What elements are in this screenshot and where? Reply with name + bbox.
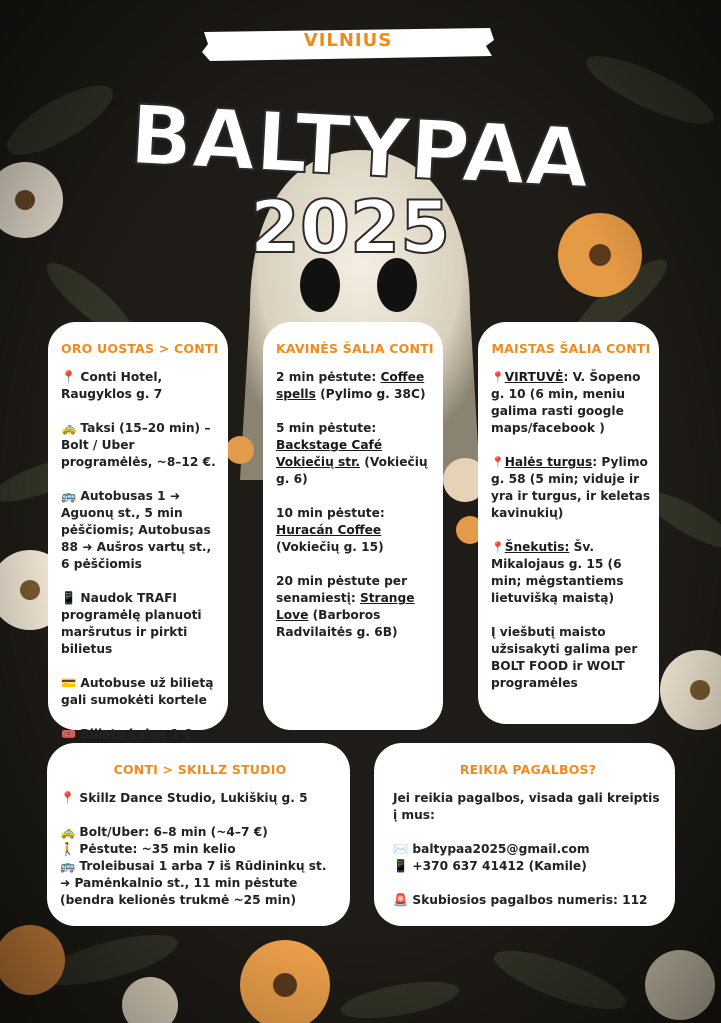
help-card-heading: REIKIA PAGALBOS? [459, 762, 597, 777]
cafe-link-strange-love[interactable]: Strange Love [276, 591, 415, 622]
title-line-1: BALTYPAA [127, 88, 592, 207]
trafi-info: 📱 Naudok TRAFI programėlę planuoti maršrutus ir pirkti bilietus [61, 591, 202, 656]
help-card [374, 743, 675, 926]
city-label: VILNIUS [303, 30, 393, 51]
bus-info: 🚌 Autobusas 1 ➜ Aguonų st., 5 min pėščiomis; Autobusas 88 ➜ Aušros vartų st., 6 pėščiomis [61, 489, 212, 571]
food-item: 📍Halės turgus: Pylimo g. 58 (5 min; viduje ir yra ir turgus, ir keletas kavinukių) [491, 455, 651, 520]
cafe-item: 10 min pėstute: Huracán Coffee (Vokiečių g. 15) [276, 506, 385, 554]
pin-icon: 📍 [491, 371, 505, 384]
help-intro: Jei reikia pagalbos, visada gali kreiptis į mus: [393, 791, 660, 822]
food-item: 📍VIRTUVĖ: V. Šopeno g. 10 (6 min, meniu galima rasti google maps/facebook ) [491, 370, 641, 435]
food-link-virtuve[interactable]: VIRTUVĖ [504, 370, 564, 384]
food-card-heading: MAISTAS ŠALIA CONTI [491, 341, 651, 356]
studio-walk-info: 🚶 Pėstute: ~35 min kelio [60, 842, 236, 856]
studio-taxi-info: 🚕 Bolt/Uber: 6–8 min (~4–7 €) [60, 825, 268, 839]
food-link-hales-turgus[interactable]: Halės turgus [504, 455, 593, 469]
pin-icon: 📍 [491, 541, 505, 554]
hotel-address: 📍 Conti Hotel, Raugyklos g. 7 [61, 370, 163, 401]
food-card [478, 322, 659, 724]
cafe-link-backstage[interactable]: Backstage Café Vokiečių str. [276, 438, 383, 469]
studio-trolley-info: 🚌 Troleibusai 1 arba 7 iš Rūdininkų st. ➜ Pamėnkalnio st., 11 min pėstute (bendra kelionės trukmė ~25 min) [60, 859, 327, 907]
title-line-2: 2025 [249, 185, 451, 260]
cafes-card [263, 322, 443, 730]
card-payment-info: 💳 Autobuse už bilietą gali sumokėti kortele [61, 676, 214, 707]
help-emergency: 🚨 Skubiosios pagalbos numeris: 112 [393, 893, 648, 907]
pin-icon: 📍 [491, 456, 505, 469]
cafe-item: 5 min pėstute: Backstage Café Vokiečių str. (Vokiečių g. 6) [276, 421, 428, 486]
cafe-item: 2 min pėstute: Coffee spells (Pylimo g. 38C) [276, 370, 426, 401]
airport-card-heading: ORO UOSTAS > CONTI [61, 341, 219, 356]
help-email[interactable]: ✉️ baltypaa2025@gmail.com [393, 842, 590, 856]
cafe-link-coffee-spells[interactable]: Coffee spells [276, 370, 425, 401]
airport-to-conti-card [48, 322, 228, 741]
conti-to-studio-card [47, 743, 350, 926]
event-title [0, 80, 721, 260]
ticket-price-info: 🎟️ Bilieto kaina 1 € [61, 727, 192, 741]
food-item: 📍Šnekutis: Šv. Mikalojaus g. 15 (6 min; mėgstantiems lietuvišką maistą) [491, 540, 624, 605]
food-link-snekutis[interactable]: Šnekutis: [504, 540, 570, 554]
cafe-link-huracan[interactable]: Huracán Coffee [276, 523, 382, 537]
taxi-info: 🚕 Taksi (15–20 min) – Bolt / Uber programėlės, ~8–12 €. [61, 421, 216, 469]
cafe-item: 20 min pėstute per senamiestį: Strange Love (Barboros Radvilaitės g. 6B) [276, 574, 415, 639]
studio-address: 📍 Skillz Dance Studio, Lukiškių g. 5 [60, 791, 308, 805]
studio-card-heading: CONTI > SKILLZ STUDIO [113, 762, 287, 777]
food-delivery-info: Į viešbutį maisto užsisakyti galima per BOLT FOOD ir WOLT programėles [491, 625, 638, 690]
help-phone[interactable]: 📱 +370 637 41412 (Kamile) [393, 859, 587, 873]
cafes-card-heading: KAVINĖS ŠALIA CONTI [276, 341, 434, 356]
